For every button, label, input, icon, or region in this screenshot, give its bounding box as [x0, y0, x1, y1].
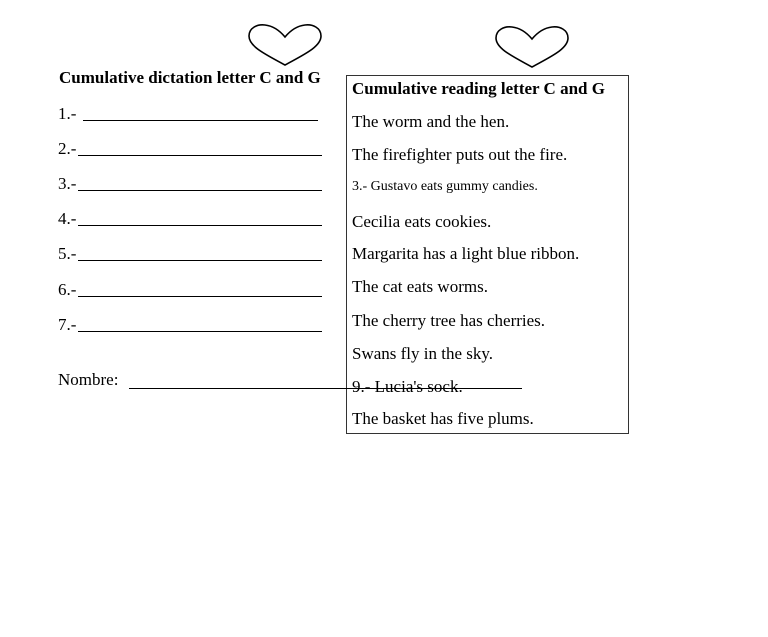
dictation-line-5: [58, 244, 322, 264]
answer-blank[interactable]: [78, 189, 322, 191]
reading-line: 3.- Gustavo eats gummy candies.: [352, 179, 538, 194]
dictation-line-2: [58, 139, 322, 159]
dictation-line-number: 4.-: [58, 209, 77, 228]
dictation-line-1: [58, 104, 318, 124]
reading-line: Cecilia eats cookies.: [352, 212, 492, 231]
dictation-line-6: [58, 280, 322, 300]
dictation-line-7: [58, 315, 322, 335]
heart-icon: [247, 23, 323, 67]
answer-blank[interactable]: [78, 295, 322, 297]
reading-line: Swans fly in the sky.: [352, 344, 494, 363]
dictation-line-number: 7.-: [58, 315, 77, 334]
answer-blank[interactable]: [83, 119, 318, 121]
reading-line: The cherry tree has cherries.: [352, 311, 546, 330]
dictation-line-4: [58, 209, 322, 229]
answer-blank[interactable]: [78, 154, 322, 156]
dictation-line-number: 5.-: [58, 244, 77, 263]
dictation-line-number: 6.-: [58, 280, 77, 299]
heart-icon: [494, 25, 570, 69]
answer-blank[interactable]: [78, 330, 322, 332]
name-label: Nombre:: [58, 370, 119, 389]
reading-line: The basket has five plums.: [352, 409, 534, 428]
reading-title: Cumulative reading letter C and G: [352, 79, 605, 98]
reading-line: The firefighter puts out the fire.: [352, 145, 568, 164]
dictation-line-number: 1.-: [58, 104, 81, 123]
answer-blank[interactable]: [78, 224, 322, 226]
dictation-line-number: 2.-: [58, 139, 77, 158]
reading-line: Margarita has a light blue ribbon.: [352, 244, 580, 263]
dictation-line-3: [58, 174, 322, 194]
dictation-title: Cumulative dictation letter C and G: [59, 68, 321, 87]
reading-line: 9.- Lucia's sock.: [352, 377, 463, 396]
reading-line: The worm and the hen.: [352, 112, 510, 131]
reading-line: The cat eats worms.: [352, 277, 488, 296]
name-blank[interactable]: [129, 388, 522, 389]
answer-blank[interactable]: [78, 259, 322, 261]
dictation-line-number: 3.-: [58, 174, 77, 193]
